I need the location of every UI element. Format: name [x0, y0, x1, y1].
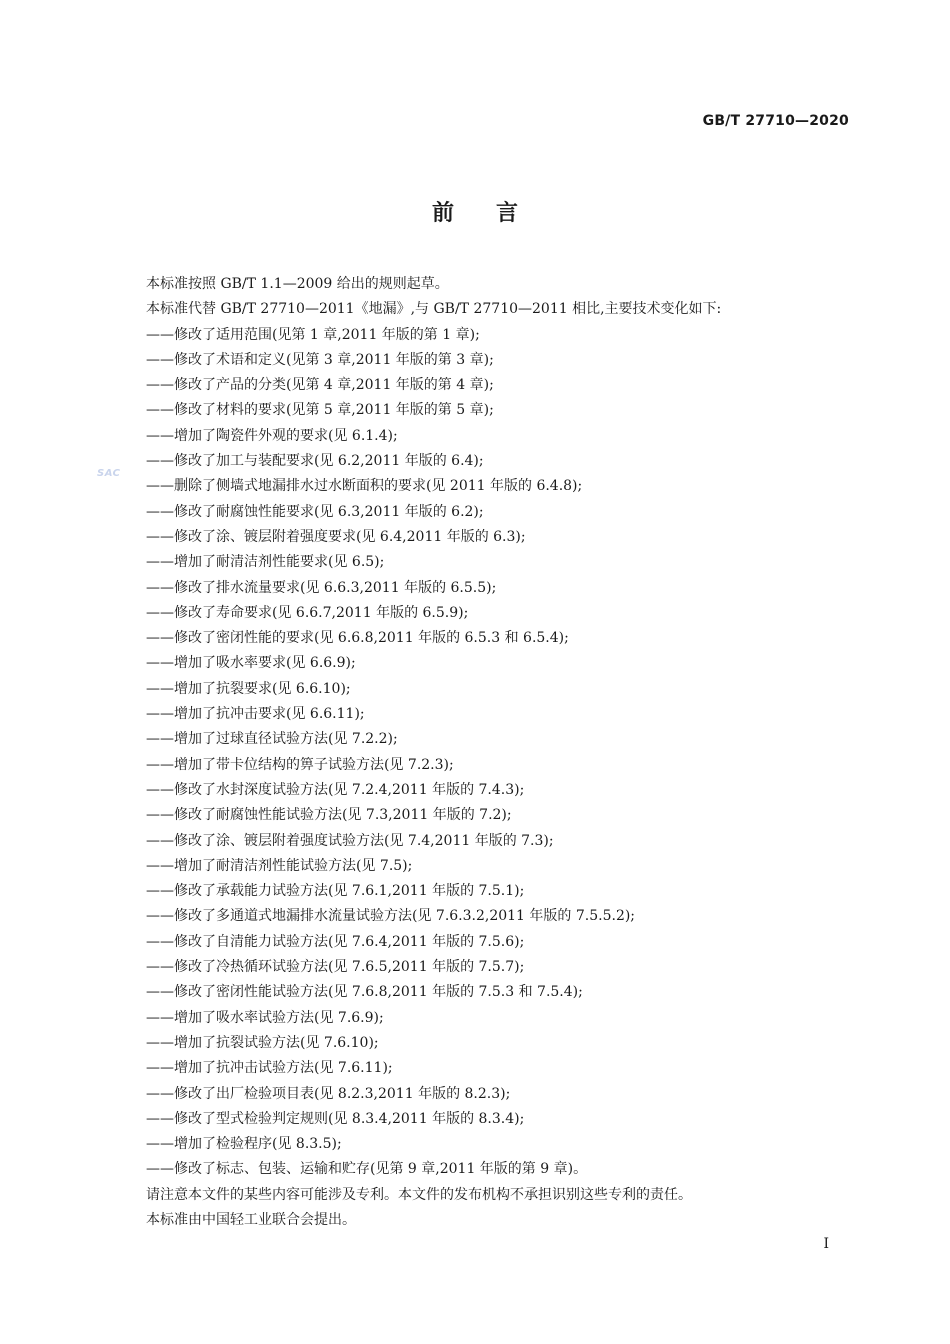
list-item: ——增加了抗冲击要求(见 6.6.11);	[146, 706, 365, 723]
changes-list	[146, 323, 826, 1183]
page-title: 前言	[431, 201, 560, 226]
list-item: ——删除了侧墙式地漏排水过水断面积的要求(见 2011 年版的 6.4.8);	[146, 478, 583, 495]
list-item: ——修改了水封深度试验方法(见 7.2.4,2011 年版的 7.4.3);	[146, 781, 525, 798]
patent-notice: 请注意本文件的某些内容可能涉及专利。本文件的发布机构不承担识别这些专利的责任。	[146, 1186, 692, 1203]
list-item: ——增加了吸水率要求(见 6.6.9);	[146, 655, 356, 672]
list-item: ——修改了承载能力试验方法(见 7.6.1,2011 年版的 7.5.1);	[146, 883, 525, 900]
list-item: ——修改了涂、镀层附着强度试验方法(见 7.4,2011 年版的 7.3);	[146, 832, 554, 849]
list-item: ——修改了耐腐蚀性能要求(见 6.3,2011 年版的 6.2);	[146, 503, 484, 520]
list-item: ——增加了陶瓷件外观的要求(见 6.1.4);	[146, 427, 398, 444]
list-item: ——修改了型式检验判定规则(见 8.3.4,2011 年版的 8.3.4);	[146, 1110, 525, 1127]
list-item: ——修改了产品的分类(见第 4 章,2011 年版的第 4 章);	[146, 377, 494, 394]
intro-paragraph: 本标准代替 GB/T 27710—2011《地漏》,与 GB/T 27710—2011 相比,主要技术变化如下:	[146, 301, 722, 318]
list-item: ——修改了适用范围(见第 1 章,2011 年版的第 1 章);	[146, 326, 480, 343]
list-item: ——修改了出厂检验项目表(见 8.2.3,2011 年版的 8.2.3);	[146, 1085, 511, 1102]
proposer-statement: 本标准由中国轻工业联合会提出。	[146, 1211, 356, 1228]
list-item: ——修改了耐腐蚀性能试验方法(见 7.3,2011 年版的 7.2);	[146, 807, 512, 824]
list-item: ——修改了排水流量要求(见 6.6.3,2011 年版的 6.5.5);	[146, 579, 497, 596]
list-item: ——修改了材料的要求(见第 5 章,2011 年版的第 5 章);	[146, 402, 494, 419]
list-item: ——修改了寿命要求(见 6.6.7,2011 年版的 6.5.9);	[146, 604, 469, 621]
list-item: ——增加了检验程序(见 8.3.5);	[146, 1136, 342, 1153]
intro-paragraph: 本标准按照 GB/T 1.1—2009 给出的规则起草。	[146, 276, 449, 292]
list-item: ——修改了密闭性能的要求(见 6.6.8,2011 年版的 6.5.3 和 6.5.4);	[146, 630, 569, 647]
list-item: ——修改了术语和定义(见第 3 章,2011 年版的第 3 章);	[146, 351, 494, 368]
list-item: ——修改了涂、镀层附着强度要求(见 6.4,2011 年版的 6.3);	[146, 528, 526, 545]
foreword-body	[146, 272, 826, 1233]
list-item: ——增加了抗冲击试验方法(见 7.6.11);	[146, 1060, 393, 1077]
list-item: ——增加了过球直径试验方法(见 7.2.2);	[146, 731, 398, 748]
list-item: ——修改了多通道式地漏排水流量试验方法(见 7.6.3.2,2011 年版的 7.5.5.2);	[146, 908, 636, 925]
standard-code: GB/T 27710—2020	[702, 113, 849, 129]
list-item: ——增加了抗裂要求(见 6.6.10);	[146, 680, 351, 697]
sac-watermark-logo: SAC	[97, 468, 121, 479]
list-item: ——增加了抗裂试验方法(见 7.6.10);	[146, 1034, 379, 1051]
list-item: ——修改了自清能力试验方法(见 7.6.4,2011 年版的 7.5.6);	[146, 933, 525, 950]
list-item: ——增加了吸水率试验方法(见 7.6.9);	[146, 1009, 384, 1026]
list-item: ——修改了加工与装配要求(见 6.2,2011 年版的 6.4);	[146, 453, 484, 470]
list-item: ——修改了密闭性能试验方法(见 7.6.8,2011 年版的 7.5.3 和 7.5.4);	[146, 984, 583, 1001]
list-item: ——修改了标志、包装、运输和贮存(见第 9 章,2011 年版的第 9 章)。	[146, 1161, 588, 1178]
page-number: I	[823, 1236, 829, 1252]
list-item: ——增加了带卡位结构的箅子试验方法(见 7.2.3);	[146, 756, 454, 773]
list-item: ——增加了耐清洁剂性能要求(见 6.5);	[146, 554, 385, 571]
list-item: ——修改了冷热循环试验方法(见 7.6.5,2011 年版的 7.5.7);	[146, 959, 525, 976]
list-item: ——增加了耐清洁剂性能试验方法(见 7.5);	[146, 857, 413, 874]
